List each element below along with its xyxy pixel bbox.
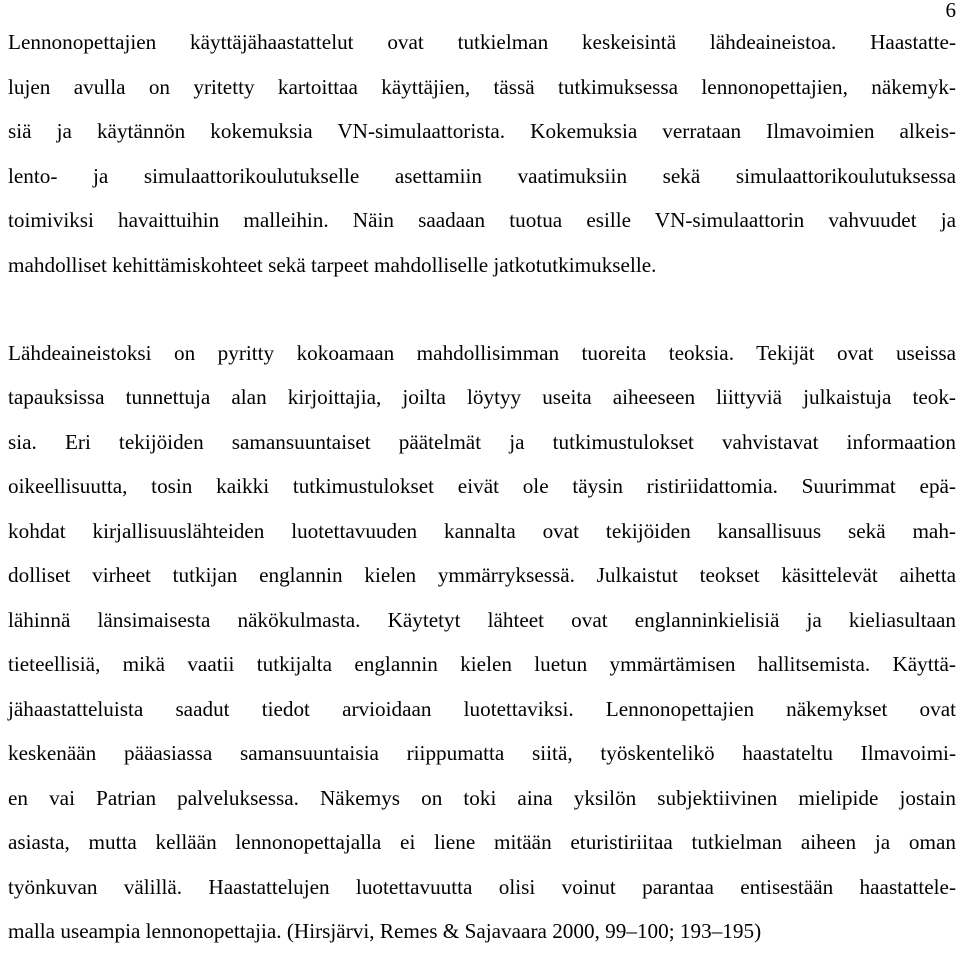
text-line: mahdolliset kehittämiskohteet sekä tarpeet mahdolliselle jatkotutkimukselle. bbox=[8, 252, 657, 277]
text-line: sia. Eri tekijöiden samansuuntaiset päätelmät ja tutkimustulokset vahvistavat informaation bbox=[8, 429, 956, 454]
text-line: Lennonopettajien käyttäjähaastattelut ovat tutkielman keskeisintä lähdeaineistoa. Haastatte- bbox=[8, 30, 956, 54]
text-line: työnkuvan välillä. Haastattelujen luotettavuutta olisi voinut parantaa entisestään haastattele- bbox=[8, 874, 956, 899]
text-line: kohdat kirjallisuuslähteiden luotettavuuden kannalta ovat tekijöiden kansallisuus sekä mah- bbox=[8, 518, 956, 543]
text-line: toimiviksi havaittuihin malleihin. Näin saadaan tuotua esille VN-simulaattorin vahvuudet ja bbox=[8, 208, 956, 232]
text-line: oikeellisuutta, tosin kaikki tutkimustulokset eivät ole täysin ristiriidattomia. Suurimmat epä- bbox=[8, 474, 956, 498]
document-body bbox=[8, 20, 956, 954]
text-line: siä ja käytännön kokemuksia VN-simulaattorista. Kokemuksia verrataan Ilmavoimien alkeis- bbox=[8, 119, 956, 143]
text-line: tieteellisiä, mikä vaatii tutkijalta englannin kielen luetun ymmärtämisen hallitsemista. Käyttä- bbox=[8, 652, 956, 676]
paragraph-1 bbox=[8, 20, 956, 287]
text-line: dolliset virheet tutkijan englannin kielen ymmärryksessä. Julkaistut teokset käsittelevät aihetta bbox=[8, 563, 956, 587]
paragraph-gap bbox=[8, 287, 956, 331]
page-number: 6 bbox=[945, 0, 956, 22]
text-line: jähaastatteluista saadut tiedot arvioidaan luotettaviksi. Lennonopettajien näkemykset ovat bbox=[8, 696, 956, 721]
text-line: malla useampia lennonopettajia. (Hirsjärvi, Remes & Sajavaara 2000, 99–100; 193–195) bbox=[8, 919, 762, 943]
text-line: keskenään pääasiassa samansuuntaisia riippumatta siitä, työskentelikö haastateltu Ilmavoimi- bbox=[8, 741, 956, 765]
text-line: lujen avulla on yritetty kartoittaa käyttäjien, tässä tutkimuksessa lennonopettajien, näkemyk- bbox=[8, 74, 956, 99]
paragraph-2 bbox=[8, 331, 956, 954]
text-line: lento- ja simulaattorikoulutukselle asettamiin vaatimuksiin sekä simulaattorikoulutuksessa bbox=[8, 163, 956, 188]
text-line: asiasta, mutta kellään lennonopettajalla ei liene mitään eturistiriitaa tutkielman aiheen ja oman bbox=[8, 830, 956, 854]
text-line: Lähdeaineistoksi on pyritty kokoamaan mahdollisimman tuoreita teoksia. Tekijät ovat useissa bbox=[8, 340, 956, 365]
text-line: en vai Patrian palveluksessa. Näkemys on toki aina yksilön subjektiivinen mielipide jostain bbox=[8, 785, 956, 810]
text-line: tapauksissa tunnettuja alan kirjoittajia, joilta löytyy useita aiheeseen liittyviä julkaistuja teok- bbox=[8, 385, 956, 409]
text-line: lähinnä länsimaisesta näkökulmasta. Käytetyt lähteet ovat englanninkielisiä ja kieliasultaan bbox=[8, 607, 956, 632]
